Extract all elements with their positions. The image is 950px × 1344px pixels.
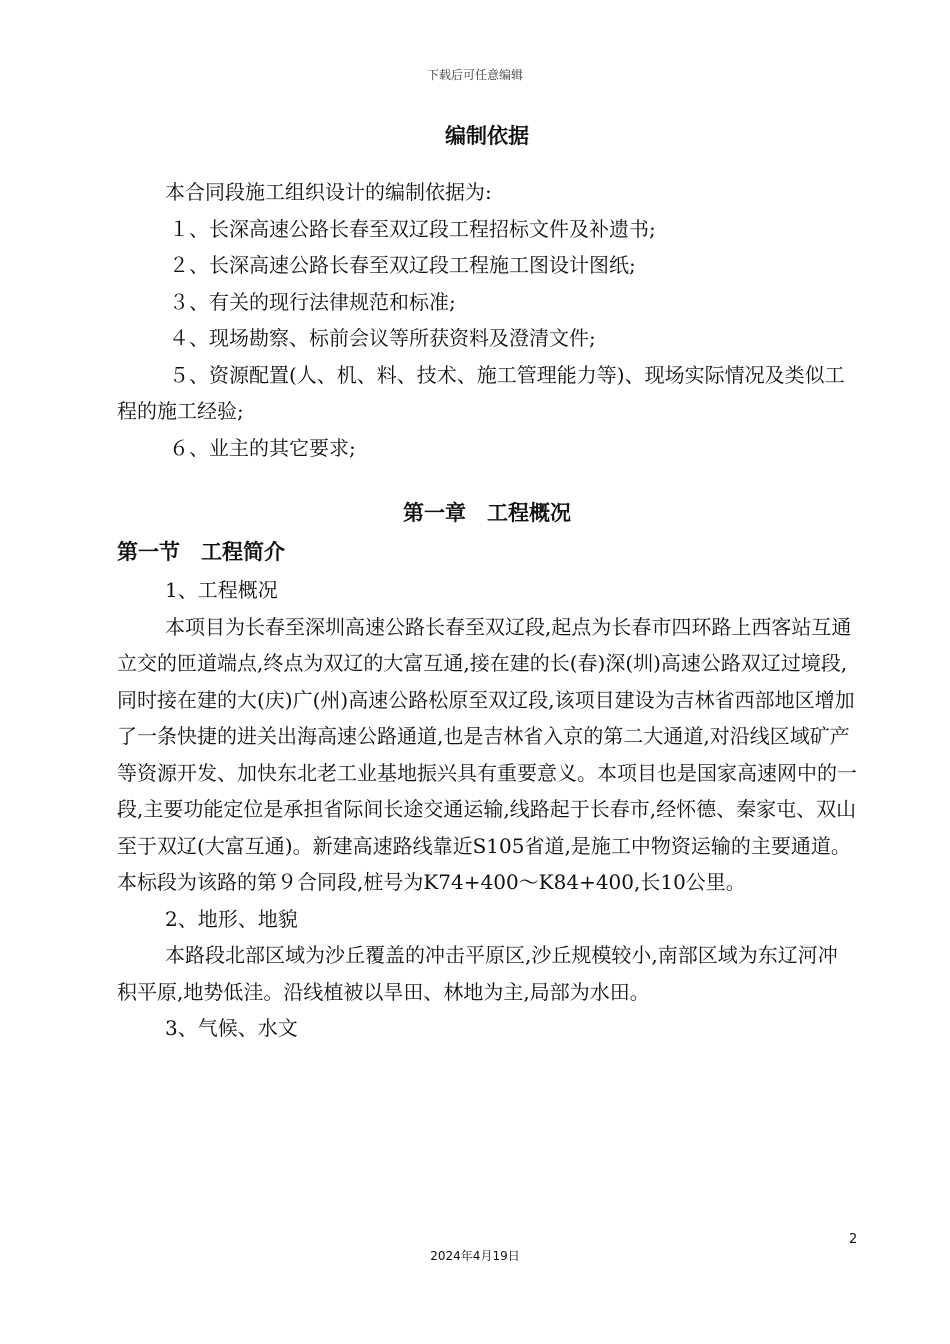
page-header: 下载后可任意编辑 [426,68,523,82]
footer-date: 2024年4月19日 [430,1249,520,1263]
basis-item-2: ２、长深高速公路长春至双辽段工程施工图设计图纸; [169,253,636,277]
subheading-overview: 1、工程概况 [165,578,278,602]
paragraph-overview: 本项目为长春至深圳高速公路长春至双辽段,起点为长春市四环路上西客站互通立交的匝道端点,终点为双辽的大富互通,接在建的长(春)深(圳)高速公路双辽过境段,同时接在建的大(庆)广(州)高速公路松原至双辽段,该项目建设为吉林省西部地区增加了一条快捷的进关出海高速公路通道,也是吉林省入京的第二大通道,对沿线区域矿产等资源开发、加快东北老工业基地振兴具有重要意义。本项目也是国家高速网中的一段,主要功能定位是承担省际间长途交通运输,线路起于长春市,经怀德、秦家屯、双山至于双辽(大富互通)。新建高速路线靠近S105省道,是施工中物资运输的主要通道。本标段为该路的第９合同段,桩号为K74+400～K84+400,长10公里。 [117,614,857,894]
basis-item-3: ３、有关的现行法律规范和标准; [169,289,456,314]
subheading-climate: 3、气候、水文 [165,1016,298,1040]
spacer [117,466,857,494]
basis-item-4: ４、现场勘察、标前会议等所获资料及澄清文件; [169,326,596,350]
page-number: 2 [849,1232,858,1247]
basis-title: 编制依据 [445,124,529,148]
document-body [117,118,857,1047]
paragraph-terrain: 本路段北部区域为沙丘覆盖的冲击平原区,沙丘规模较小,南部区域为东辽河冲积平原,地势低洼。沿线植被以旱田、林地为主,局部为水田。 [117,943,838,1004]
basis-item-1: １、长深高速公路长春至双辽段工程招标文件及补遗书; [169,216,656,241]
section-title: 第一节 工程简介 [117,540,285,564]
basis-intro: 本合同段施工组织设计的编制依据为: [165,180,492,204]
basis-item-5: ５、资源配置(人、机、料、技术、施工管理能力等)、现场实际情况及类似工程的施工经验; [117,362,845,423]
chapter-title: 第一章 工程概况 [403,501,571,525]
subheading-terrain: 2、地形、地貌 [165,906,298,931]
basis-item-6: ６、业主的其它要求; [169,435,356,460]
